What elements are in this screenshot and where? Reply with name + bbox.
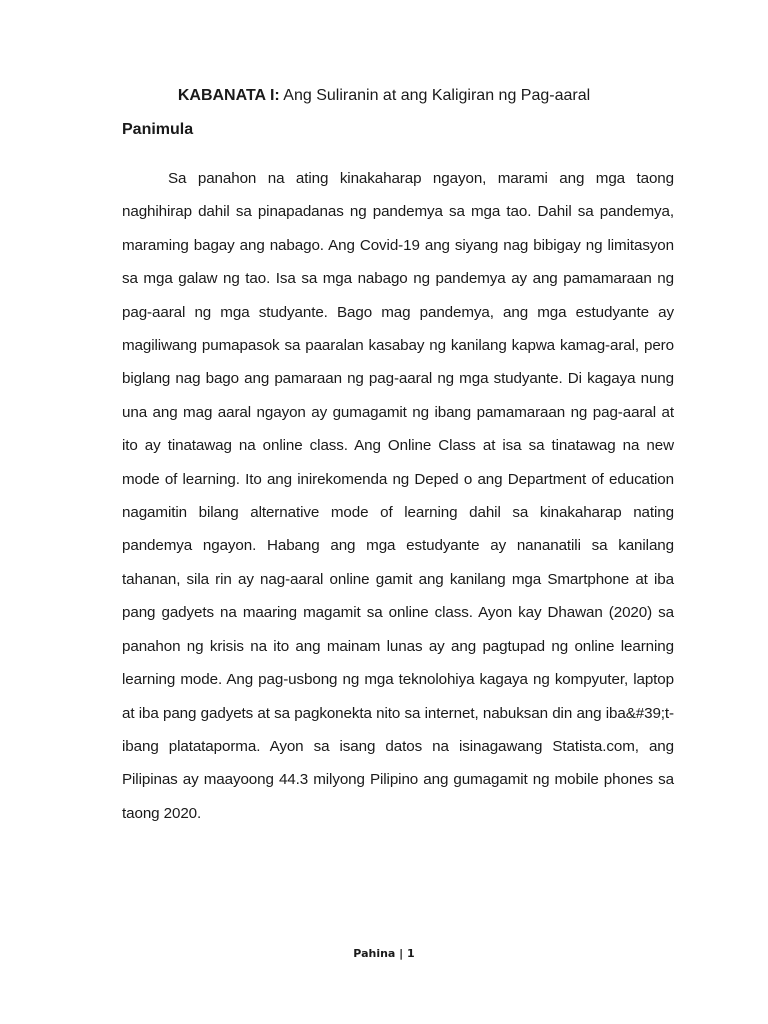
section-heading: Panimula [122,121,194,138]
page-number-footer: Pahina | 1 [353,947,415,960]
body-paragraph: Sa panahon na ating kinakaharap ngayon, marami ang mga taong naghihirap dahil sa pinapadanas ng pandemya sa mga tao. Dahil sa pandemya, maraming bagay ang nabago. Ang Covid-19 ang siyang nag bibigay ng limitasyon sa mga galaw ng tao. Isa sa mga nabago ng pandemya ay ang pamamaraan ng pag-aaral ng mga studyante. Bago mag pandemya, ang mga estudyante ay magiliwang pumapasok sa paaralan kasabay ng kanilang kapwa kamag-aral, pero biglang nag bago ang pamaraan ng pag-aaral ng mga studyante. Di kagaya nung una ang mag aaral ngayon ay gumagamit ng ibang pamamaraan ng pag-aaral at ito ay tinatawag na online class. Ang Online Class at isa sa tinatawag na new mode of learning. Ito ang inirekomenda ng Deped o ang Department of education nagamitin bilang alternative mode of learning dahil sa kinakaharap nating pandemya ngayon. Habang ang mga estudyante ay nananatili sa kanilang tahanan, sila rin ay nag-aaral online gamit ang kanilang mga Smartphone at iba pang gadyets na maaring magamit sa online class. Ayon kay Dhawan (2020) sa panahon ng krisis na ito ang mainam lunas ay ang pagtupad ng online learning learning mode. Ang pag-usbong ng mga teknolohiya kagaya ng kompyuter, laptop at iba pang gadyets at sa pagkonekta nito sa internet, nabuksan din ang iba&#39;t-ibang platataporma. Ayon sa isang datos na isinagawang Statista.com, ang Pilipinas ay maayoong 44.3 milyong Pilipino ang gumagamit ng mobile phones sa taong 2020. [122,170,674,822]
chapter-label: KABANATA I: [177,87,280,104]
chapter-title-text: Ang Suliranin at ang Kaligiran ng Pag-aaral [283,87,591,104]
chapter-title [0,86,768,106]
